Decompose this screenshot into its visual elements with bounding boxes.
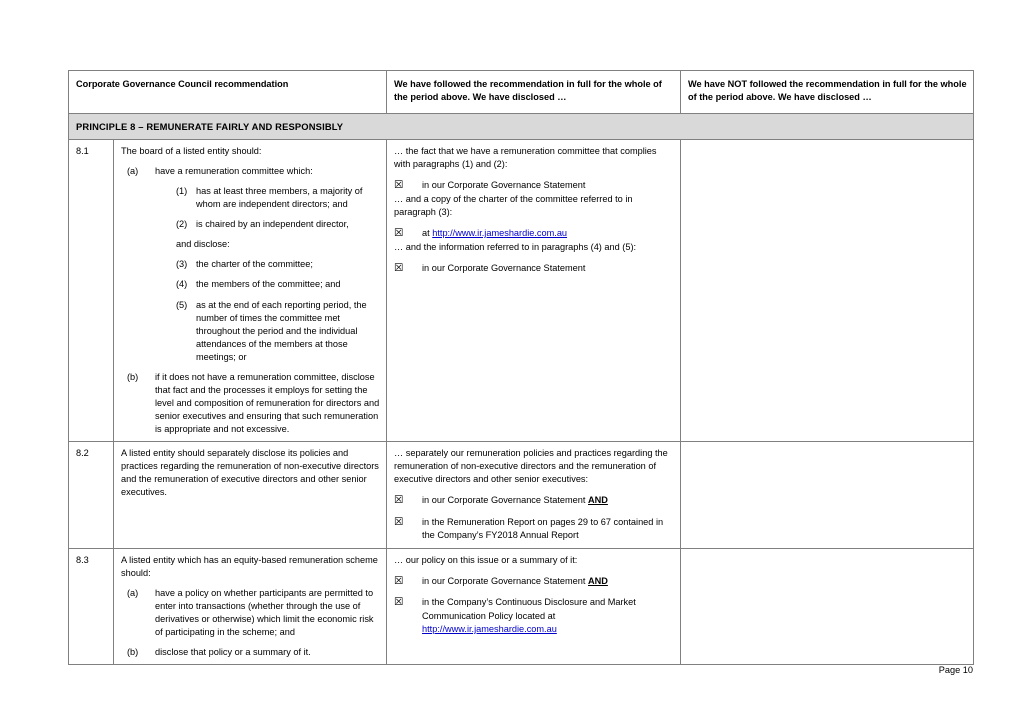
list-item-label: (a) xyxy=(127,587,139,598)
list-item xyxy=(127,646,380,659)
list-item-text: is chaired by an independent director, xyxy=(196,219,349,230)
row-number: 8.1 xyxy=(69,140,114,442)
table-row xyxy=(69,442,974,549)
disclosure-link[interactable]: http://www.ir.jameshardie.com.au xyxy=(422,624,557,635)
checked-checkbox-icon[interactable]: ☒ xyxy=(394,596,404,609)
header-recommendation: Corporate Governance Council recommendation xyxy=(69,71,387,114)
list-item xyxy=(127,587,380,639)
disclosure-option[interactable] xyxy=(394,575,674,589)
list-item xyxy=(176,218,380,231)
disclosure-intro: … and the information referred to in paragraphs (4) and (5): xyxy=(394,241,637,252)
and-connector: AND xyxy=(588,495,608,506)
disclosure-option-text: in the Remuneration Report on pages 29 to 67 contained in the Company’s FY2018 Annual Report xyxy=(422,516,664,541)
disclosure-option[interactable] xyxy=(394,262,674,276)
row-not-followed-cell xyxy=(681,442,974,549)
option-body: in the Company’s Continuous Disclosure and Market Communication Policy located at xyxy=(422,597,636,621)
list-item xyxy=(176,185,380,211)
row-followed-cell xyxy=(387,548,681,664)
disclosure-option[interactable] xyxy=(394,596,674,636)
row-recommendation-cell xyxy=(114,548,387,664)
header-not-followed: We have NOT followed the recommendation in full for the whole of the period above. We have disclosed … xyxy=(681,71,974,114)
disclosure-option-text xyxy=(422,494,674,507)
list-item-label: (1) xyxy=(176,186,188,197)
disclosure-option-text xyxy=(422,596,674,636)
disclosure-intro: … our policy on this issue or a summary of it: xyxy=(394,554,578,565)
disclosure-option[interactable] xyxy=(394,227,674,241)
list-item xyxy=(176,278,380,291)
list-item-text: the members of the committee; and xyxy=(196,279,341,290)
disclosure-intro: … separately our remuneration policies and practices regarding the remuneration of non-executive directors and the remuneration of executive directors and other senior executives: xyxy=(394,448,668,485)
option-body: in our Corporate Governance Statement xyxy=(422,575,588,586)
list-item-text: the charter of the committee; xyxy=(196,259,313,270)
option-body: in our Corporate Governance Statement xyxy=(422,495,588,506)
disclosure-option[interactable] xyxy=(394,494,674,508)
row-number: 8.2 xyxy=(69,442,114,549)
disclosure-option[interactable] xyxy=(394,179,674,193)
table-row xyxy=(69,548,974,664)
list-item xyxy=(176,258,380,271)
checked-checkbox-icon[interactable]: ☒ xyxy=(394,226,404,239)
list-item-text: if it does not have a remuneration committee, disclose that fact and the processes it employs for setting the level and composition of remuneration for directors and senior executives and ensuring that such remuneration is appropriate and not excessive. xyxy=(155,371,380,435)
list-item-text: has at least three members, a majority of whom are independent directors; and xyxy=(196,186,363,210)
row-recommendation-cell xyxy=(114,140,387,442)
header-followed: We have followed the recommendation in full for the whole of the period above. We have disclosed … xyxy=(387,71,681,114)
list-item-label: (b) xyxy=(127,371,139,382)
list-item xyxy=(127,371,380,436)
row-number: 8.3 xyxy=(69,548,114,664)
table-header-row xyxy=(69,71,974,114)
list-item-label: (4) xyxy=(176,279,188,290)
row-followed-cell xyxy=(387,442,681,549)
disclosure-option-text: in our Corporate Governance Statement xyxy=(422,262,586,273)
list-item-text: as at the end of each reporting period, the number of times the committee met throughout the period and the individual attendances of the members at those meetings; or xyxy=(196,299,367,362)
and-connector: AND xyxy=(588,575,608,586)
checked-checkbox-icon[interactable]: ☒ xyxy=(394,494,404,507)
checked-checkbox-icon[interactable]: ☒ xyxy=(394,261,404,274)
disclosure-option-text: in our Corporate Governance Statement xyxy=(422,180,586,191)
table-row xyxy=(69,140,974,442)
row-followed-cell xyxy=(387,140,681,442)
recommendation-lead: A listed entity which has an equity-based remuneration scheme should: xyxy=(121,554,378,578)
disclosure-option[interactable] xyxy=(394,516,674,543)
list-item-text: and disclose: xyxy=(176,239,230,250)
list-item-text: have a policy on whether participants are permitted to enter into transactions (whether through the use of derivatives or otherwise) which limit the economic risk of participating in the scheme; and xyxy=(155,587,374,637)
option-prefix: at xyxy=(422,227,433,238)
list-item-label: (3) xyxy=(176,259,188,270)
disclosure-link[interactable]: http://www.ir.jameshardie.com.au xyxy=(432,227,568,238)
list-item xyxy=(176,299,380,364)
list-item-text: disclose that policy or a summary of it. xyxy=(155,647,311,658)
disclosure-intro: … and a copy of the charter of the committee referred to in paragraph (3): xyxy=(394,193,633,217)
disclosure-option-text xyxy=(422,227,674,240)
principle-banner-label: PRINCIPLE 8 – REMUNERATE FAIRLY AND RESPONSIBLY xyxy=(69,113,974,139)
checked-checkbox-icon[interactable]: ☒ xyxy=(394,515,404,528)
list-item-label: (5) xyxy=(176,299,188,310)
compliance-table xyxy=(68,70,974,665)
checked-checkbox-icon[interactable]: ☒ xyxy=(394,179,404,192)
list-item-label: (b) xyxy=(127,647,139,658)
list-item-label: (2) xyxy=(176,219,188,230)
list-item-label: (a) xyxy=(127,166,139,177)
principle-banner-row xyxy=(69,113,974,139)
row-recommendation-cell xyxy=(114,442,387,549)
page-number-footer: Page 10 xyxy=(938,665,973,675)
row-not-followed-cell xyxy=(681,548,974,664)
disclosure-intro: … the fact that we have a remuneration committee that complies with paragraphs (1) and (2): xyxy=(394,146,657,170)
checked-checkbox-icon[interactable]: ☒ xyxy=(394,574,404,587)
recommendation-lead: A listed entity should separately disclose its policies and practices regarding the remuneration of non-executive directors and the remuneration of executive directors and other senior executives. xyxy=(121,448,379,498)
disclosure-option-text xyxy=(422,575,674,588)
row-not-followed-cell xyxy=(681,140,974,442)
list-item-text: have a remuneration committee which: xyxy=(155,166,313,177)
list-item xyxy=(127,165,380,178)
recommendation-lead: The board of a listed entity should: xyxy=(121,146,262,157)
